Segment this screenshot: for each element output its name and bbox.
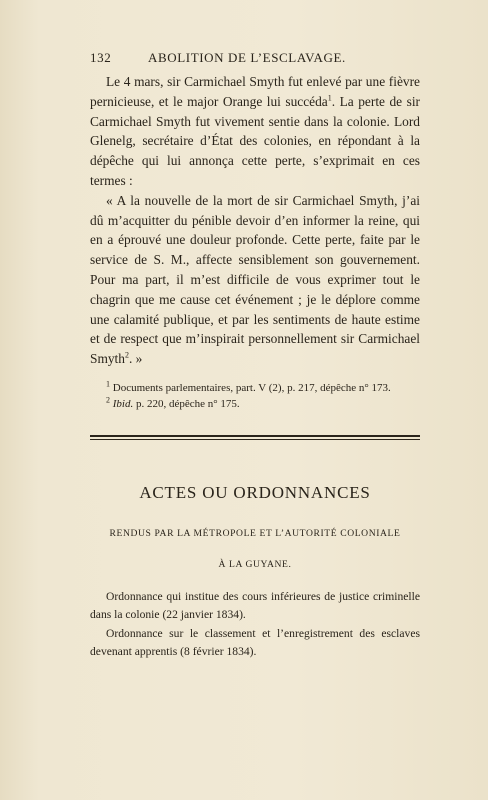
footnote-2-ibid: Ibid. [112, 397, 134, 410]
running-title: ABOLITION DE L’ESCLAVAGE. [148, 50, 346, 65]
section-rule-thin [90, 439, 420, 440]
page-number: 132 [90, 50, 112, 65]
footnote-ref-1: 1 [327, 93, 332, 103]
footnote-2-text: p. 220, dépêche n° 175. [133, 397, 240, 410]
footnote-2-number: 2 [106, 394, 110, 404]
section-title: ACTES OU ORDONNANCES [139, 483, 371, 502]
paragraph-1-text: Le 4 mars, sir Carmichael Smyth fut enlevé par une fièvre pernicieuse, et le major Orange lui succéda [90, 74, 420, 109]
footnote-2 [90, 394, 420, 413]
main-text [90, 72, 420, 369]
ordonnance-item: Ordonnance sur le classement et l’enregistrement des esclaves devenant apprentis (8 février 1834). [90, 627, 420, 658]
section-rule-thick [90, 435, 420, 437]
footnote-1-number: 1 [106, 379, 110, 389]
section-subtitle-line-1: RENDUS PAR LA MÉTROPOLE ET L’AUTORITÉ COLONIALE [109, 528, 401, 539]
paragraph-2-end: . » [128, 351, 143, 367]
footnote-1 [90, 381, 420, 397]
footnote-1-text: Documents parlementaires, part. V (2), p. 217, dépêche n° 173. [112, 382, 391, 394]
footnote-ref-2: 2 [124, 350, 129, 360]
ordonnance-item: Ordonnance qui institue des cours inférieures de justice criminelle dans la colonie (22 janvier 1834). [90, 590, 420, 621]
paragraph-2-text: « A la nouvelle de la mort de sir Carmichael Smyth, j’ai dû m’acquitter du pénible devoir d’en informer la reine, qui en a éprouvé une douleur profonde. Cette perte, faite par le service de S. M., affecte sensiblement son gouvernement. Pour ma part, il m’est difficile de vous exprimer tout le chagrin que me cause cet événement ; je le déplore comme une calamité publique, et par les sentiments de haute estime et de respect que m’inspirait personnellement sir Carmichael Smyth [90, 192, 420, 367]
paragraph-1-rest: . La perte de sir Carmichael Smyth fut vivement sentie dans la colonie. Lord Glenelg, secrétaire d’État des colonies, en répondant à la dépêche qui lui annonça cette perte, s’exprimait en ces termes : [90, 93, 420, 188]
ordonnance-list [90, 588, 420, 662]
paragraph-1 [90, 72, 420, 191]
paragraph-2-quote [90, 191, 420, 369]
footnotes [90, 381, 420, 412]
section-subtitle-line-2: À LA GUYANE. [218, 559, 292, 570]
section-subtitle [90, 521, 420, 577]
